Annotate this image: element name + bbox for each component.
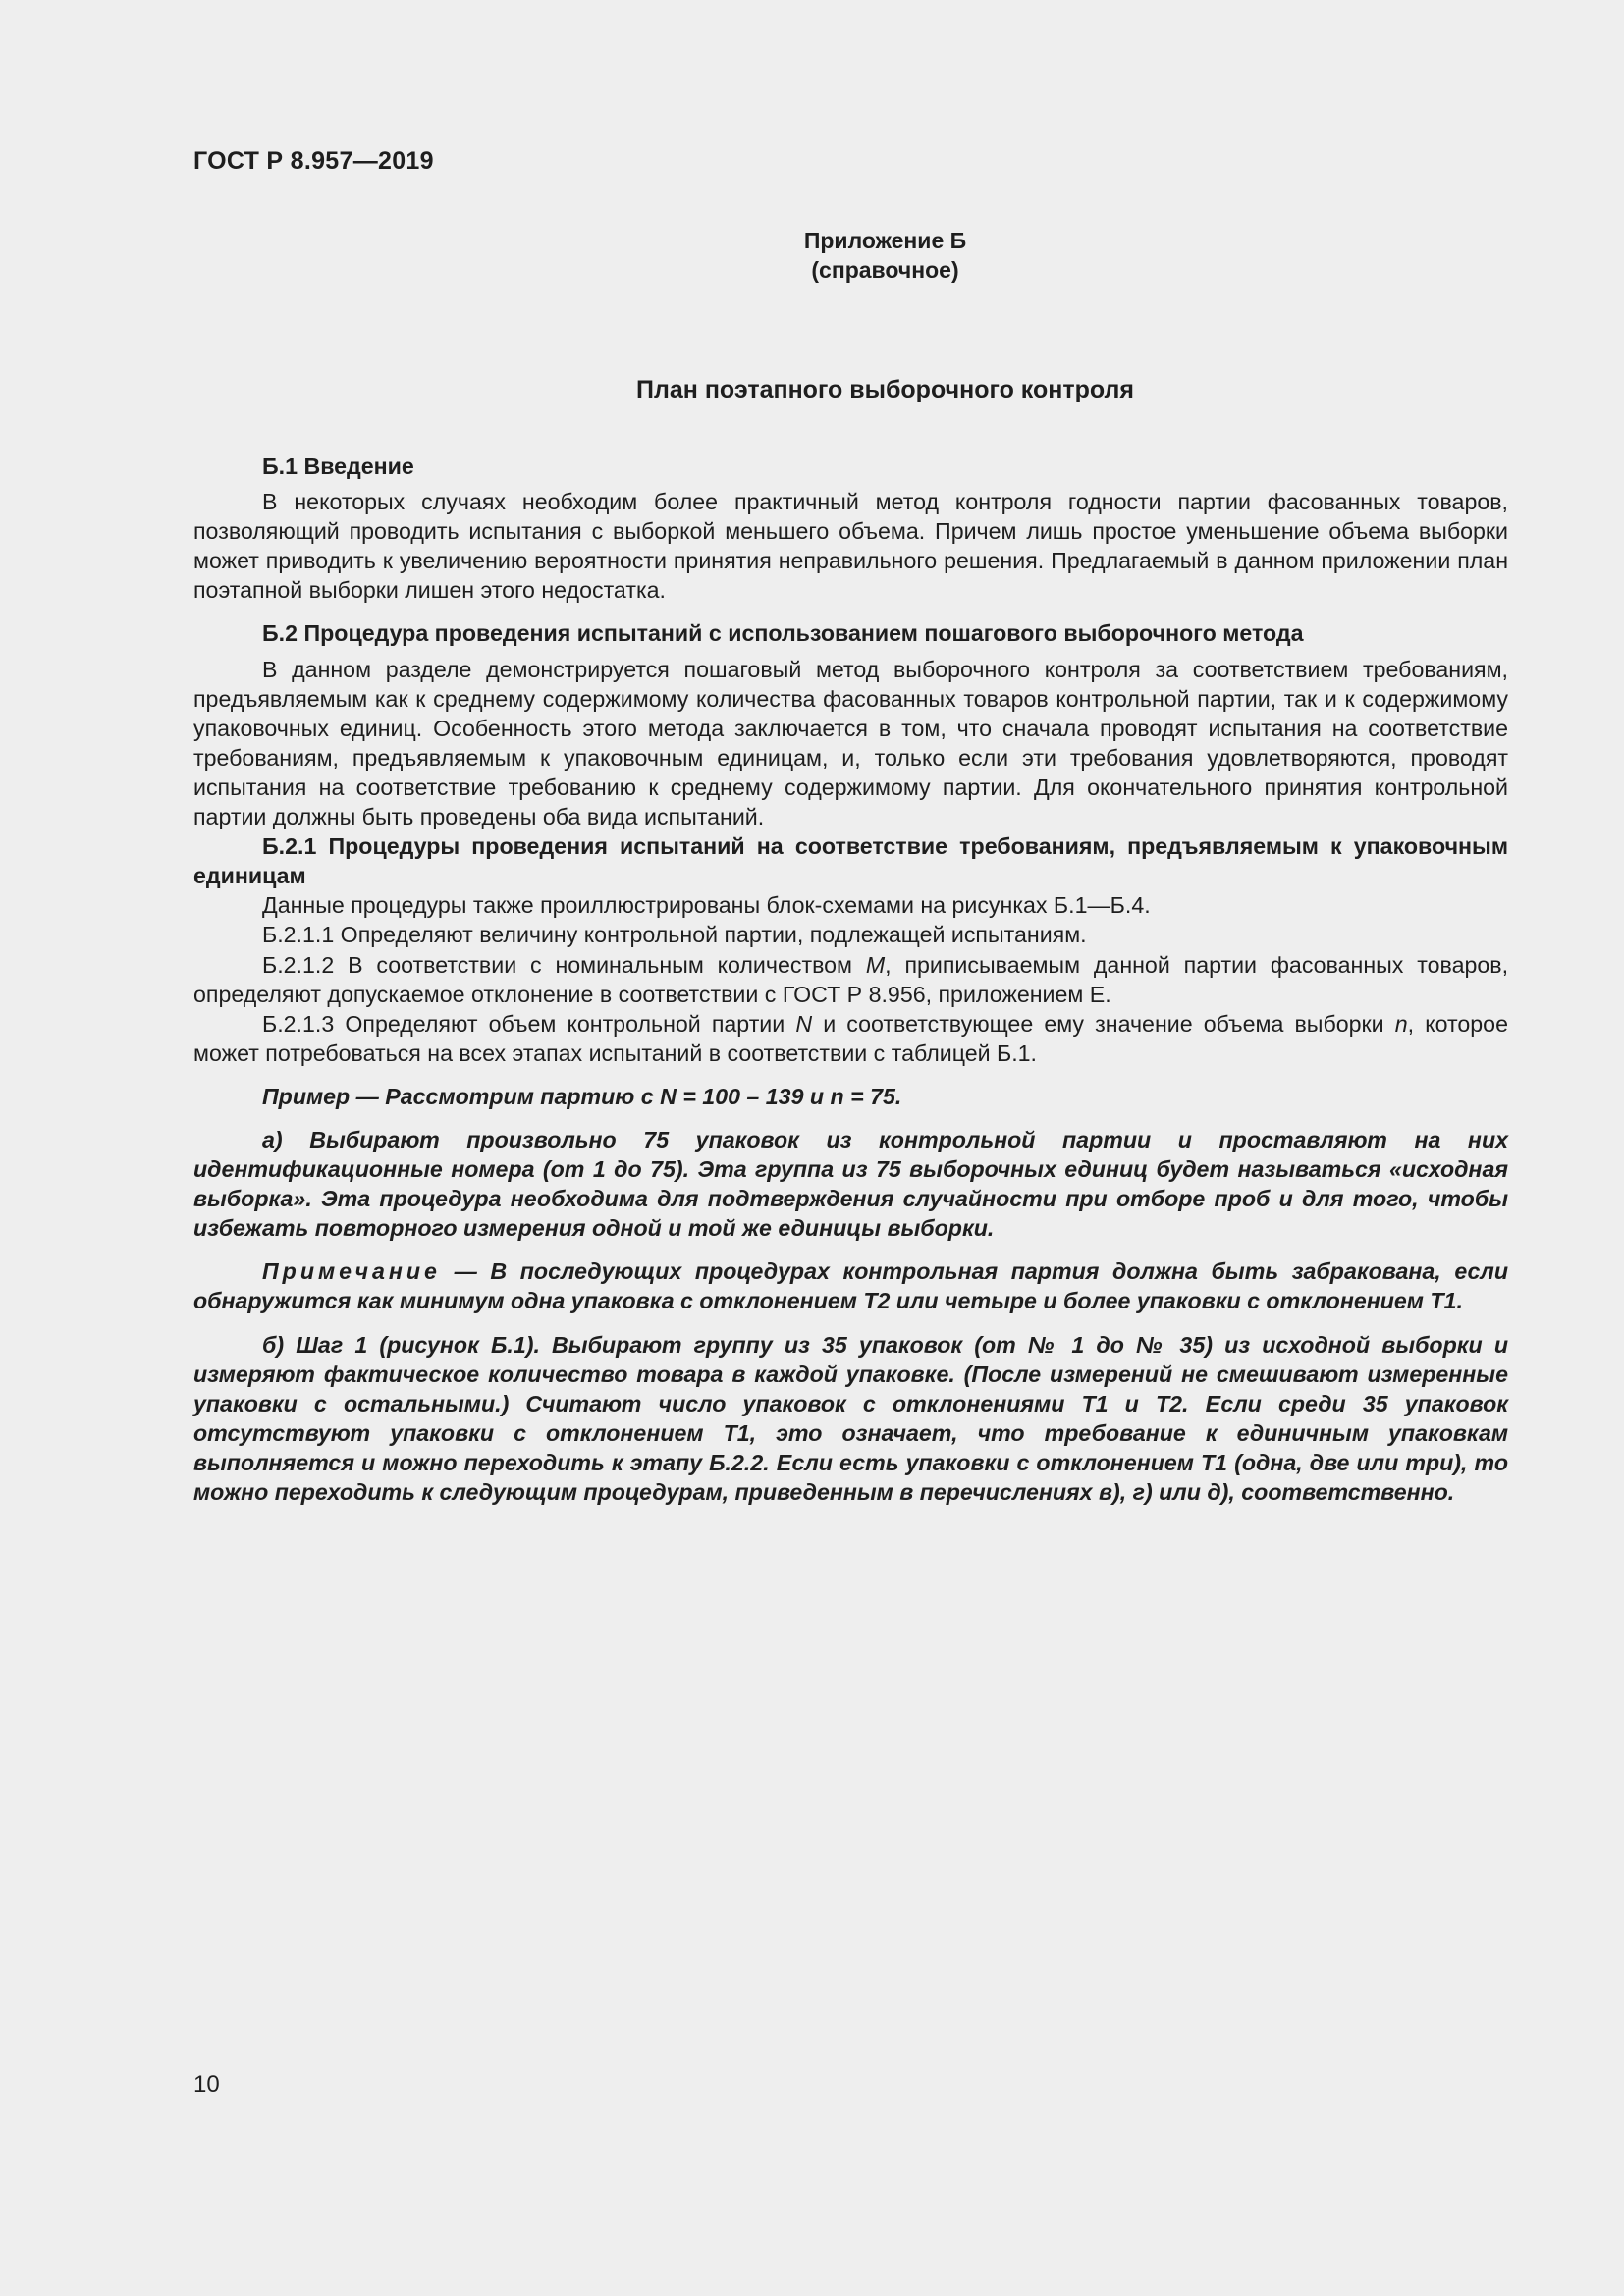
- annex-kind: (справочное): [811, 257, 959, 283]
- standard-header: ГОСТ Р 8.957—2019: [193, 147, 434, 175]
- clause-b213-part2: и соответствующее ему значение объема выборки: [812, 1010, 1395, 1037]
- example-item-a: а) Выбирают произвольно 75 упаковок из контрольной партии и проставляют на них идентификационные номера (от 1 до 75). Эта группа из 75 выборочных единиц будет называться «исходная выборка». Эта процедура необходима для подтверждения случайности при отборе проб и для того, чтобы избежать повторного измерения одной и той же единицы выборки.: [193, 1126, 1508, 1242]
- section-heading-b21: Б.2.1 Процедуры проведения испытаний на соответствие требованиям, предъявляемым к упаковочным единицам: [193, 833, 1508, 889]
- example-title: Пример — Рассмотрим партию с N = 100 – 139 и n = 75.: [262, 1083, 902, 1109]
- clause-b213: [193, 1009, 1508, 1068]
- note-label: Примечание: [262, 1258, 441, 1285]
- section-heading-b1: Б.1 Введение: [262, 454, 414, 479]
- section-heading-b2: Б.2 Процедура проведения испытаний с использованием пошагового выборочного метода: [262, 620, 1304, 647]
- clause-b213-variable-n-upper: N: [795, 1010, 813, 1037]
- clause-b212: [193, 950, 1508, 1009]
- example-item-b: б) Шаг 1 (рисунок Б.1). Выбирают группу из 35 упаковок (от № 1 до № 35) из исходной выборки и измеряют фактическое количество товара в каждой упаковке. (После измерений не смешивают измеренные упаковки с остальными.) Считают число упаковок с отклонениями Т1 и Т2. Если среди 35 упаковок отсутствуют упаковки с отклонением Т1, это означает, что требование к единичным упаковкам выполняется и можно переходить к этапу Б.2.2. Если есть упаковки с отклонением Т1 (одна, две или три), то можно переходить к следующим процедурам, приведенным в перечислениях в), г) или д), соответственно.: [193, 1331, 1508, 1505]
- annex-label: Приложение Б: [803, 228, 967, 253]
- example-note: [193, 1256, 1508, 1315]
- clause-b212-variable: M: [865, 951, 886, 978]
- clause-b213-variable-n-lower: n: [1394, 1010, 1408, 1037]
- annex-title: План поэтапного выборочного контроля: [636, 376, 1134, 403]
- clause-b213-part3: , которое может потребоваться на всех этапах испытаний в соответствии с таблицей Б.1.: [193, 1010, 1508, 1066]
- section-intro-b21: Данные процедуры также проиллюстрированы блок-схемами на рисунках Б.1—Б.4.: [262, 892, 1151, 919]
- section-text-b1: В некоторых случаях необходим более практичный метод контроля годности партии фасованных товаров, позволяющий проводить испытания с выборкой меньшего объема. Причем лишь простое уменьшение объема выборки может приводить к увеличению вероятности принятия неправильного решения. Предлагаемый в данном приложении план поэтапной выборки лишен этого недостатка.: [193, 489, 1508, 604]
- clause-b213-part1: Б.2.1.3 Определяют объем контрольной партии: [262, 1010, 796, 1037]
- annex-label-block: [193, 226, 1508, 285]
- document-body: [193, 452, 1508, 1507]
- page-number: 10: [193, 2071, 220, 2098]
- section-text-b2: В данном разделе демонстрируется пошаговый метод выборочного контроля за соответствием требованиям, предъявляемым как к среднему содержимому количества фасованных товаров контрольной партии, так и к содержимому упаковочных единиц. Особенность этого метода заключается в том, что сначала проводят испытания на соответствие требованиям, предъявляемым к упаковочным единицам, и, только если эти требования удовлетворяются, проводят испытания на соответствие требованию к среднему содержимому партии. Для окончательного принятия контрольной партии должны быть проведены оба вида испытаний.: [193, 656, 1508, 830]
- clause-b212-part2: , приписываемым данной партии фасованных товаров, определяют допускаемое отклонение в соответствии с ГОСТ Р 8.956, приложением Е.: [193, 951, 1509, 1007]
- note-text: — В последующих процедурах контрольная партия должна быть забракована, если обнаружится как минимум одна упаковка с отклонением Т2 или четыре и более упаковки с отклонением Т1.: [193, 1258, 1508, 1314]
- clause-b211: Б.2.1.1 Определяют величину контрольной партии, подлежащей испытаниям.: [262, 922, 1087, 948]
- clause-b212-part1: Б.2.1.2 В соответствии с номинальным количеством: [262, 951, 866, 978]
